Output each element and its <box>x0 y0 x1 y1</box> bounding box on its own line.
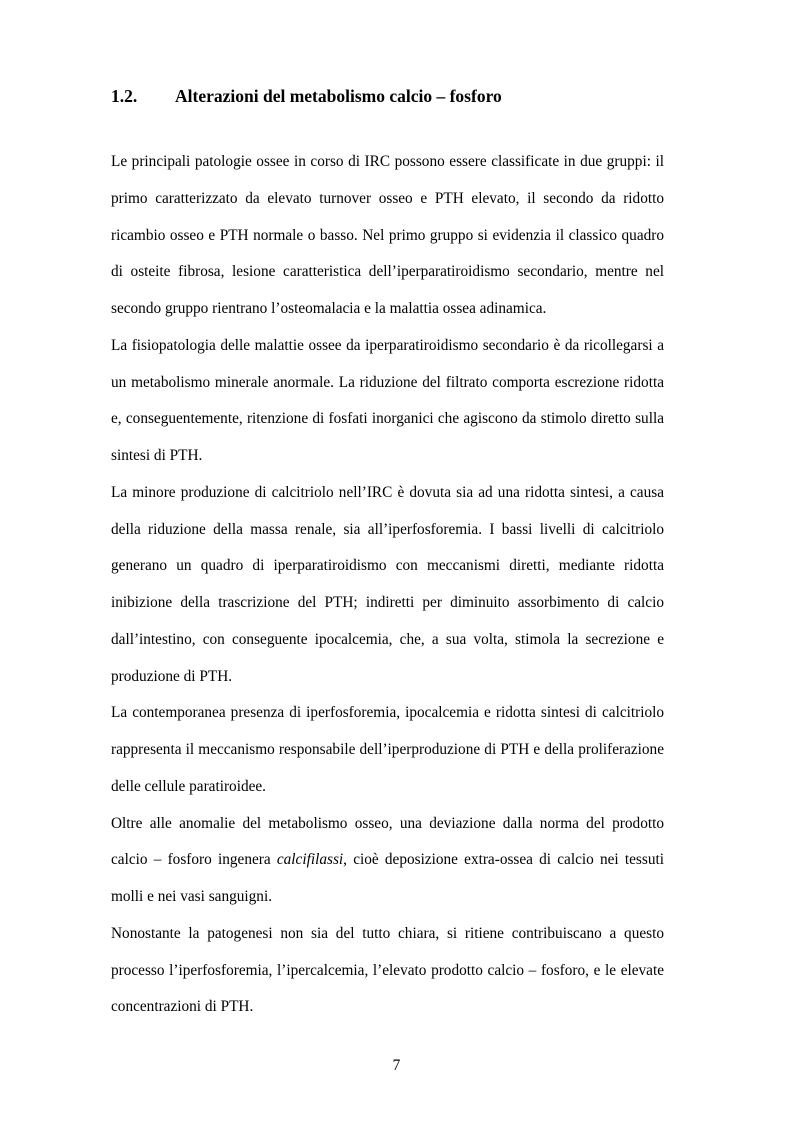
paragraph-5 <box>111 806 664 916</box>
paragraph-1: Le principali patologie ossee in corso di IRC possono essere classificate in due gruppi: il primo caratterizzato da elevato turnover osseo e PTH elevato, il secondo da ridotto ricambio osseo e PTH normale o basso. Nel primo gruppo si evidenzia il classico quadro di osteite fibrosa, lesione caratteristica dell’iperparatiroidismo secondario, mentre nel secondo gruppo rientrano l’osteomalacia e la malattia ossea adinamica. <box>111 153 664 317</box>
section-number: 1.2. <box>111 86 138 106</box>
section-title: Alterazioni del metabolismo calcio – fosforo <box>175 86 502 106</box>
paragraph-5-text-after: , cioè deposizione extra-ossea di calcio nei tessuti molli e nei vasi sanguigni. <box>111 851 664 905</box>
page-number: 7 <box>392 1057 401 1074</box>
paragraph-2: La fisiopatologia delle malattie ossee da iperparatiroidismo secondario è da ricollegarsi a un metabolismo minerale anormale. La riduzione del filtrato comporta escrezione ridotta e, conseguentemente, ritenzione di fosfati inorganici che agiscono da stimolo diretto sulla sintesi di PTH. <box>111 336 664 464</box>
section-heading <box>111 85 502 107</box>
paragraph-3: La minore produzione di calcitriolo nell’IRC è dovuta sia ad una ridotta sintesi, a causa della riduzione della massa renale, sia all’iperfosforemia. I bassi livelli di calcitriolo generano un quadro di iperparatiroidismo con meccanismi diretti, mediante ridotta inibizione della trascrizione del PTH; indiretti per diminuito assorbimento di calcio dall’intestino, con conseguente ipocalcemia, che, a sua volta, stimola la secrezione e produzione di PTH. <box>111 483 664 685</box>
body-text <box>111 144 664 1026</box>
paragraph-4: La contemporanea presenza di iperfosforemia, ipocalcemia e ridotta sintesi di calcitriolo rappresenta il meccanismo responsabile dell’iperproduzione di PTH e della proliferazione delle cellule paratiroidee. <box>111 704 664 795</box>
paragraph-5-text-before: Oltre alle anomalie del metabolismo osseo, una deviazione dalla norma del prodotto calcio – fosforo ingenera <box>111 814 664 869</box>
italic-term-calcifilassi: calcifilassi <box>276 851 344 869</box>
paragraph-6: Nonostante la patogenesi non sia del tutto chiara, si ritiene contribuiscano a questo processo l’iperfosforemia, l’ipercalcemia, l’elevato prodotto calcio – fosforo, e le elevate concentrazioni di PTH. <box>111 924 664 1016</box>
